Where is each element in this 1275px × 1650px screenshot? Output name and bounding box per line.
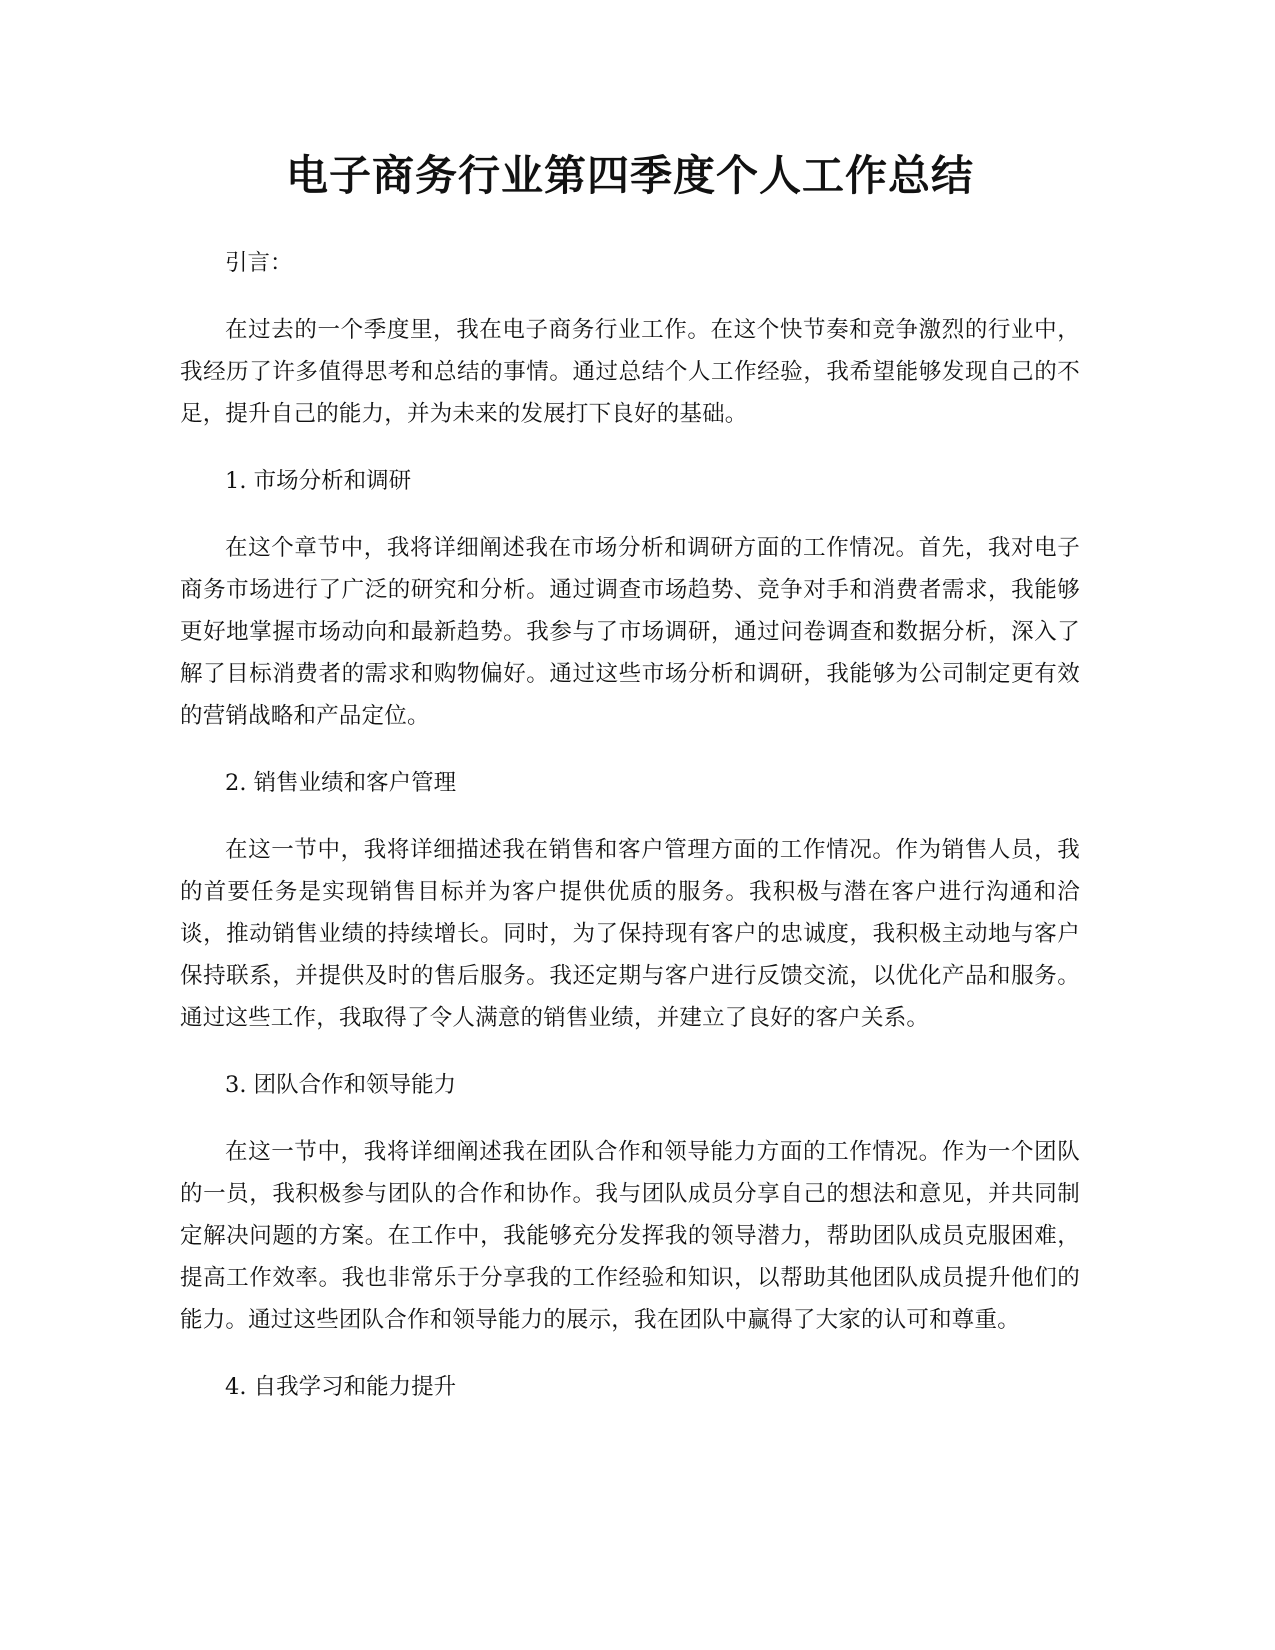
document-title: 电子商务行业第四季度个人工作总结: [285, 151, 974, 200]
section-body-teamwork: 在这一节中，我将详细阐述我在团队合作和领导能力方面的工作情况。作为一个团队的一员，我积极参与团队的合作和协作。我与团队成员分享自己的想法和意见，并共同制定解决问题的方案。在工作中，我能够充分发挥我的领导潜力，帮助团队成员克服困难，提高工作效率。我也非常乐于分享我的工作经验和知识，以帮助其他团队成员提升他们的能力。通过这些团队合作和领导能力的展示，我在团队中赢得了大家的认可和尊重。: [180, 1139, 1080, 1333]
intro-paragraph: 在过去的一个季度里，我在电子商务行业工作。在这个快节奏和竞争激烈的行业中，我经历了许多值得思考和总结的事情。通过总结个人工作经验，我希望能够发现自己的不足，提升自己的能力，并为未来的发展打下良好的基础。: [180, 317, 1080, 427]
section-heading-self-learning: 4. 自我学习和能力提升: [225, 1374, 457, 1400]
section-heading-teamwork: 3. 团队合作和领导能力: [225, 1072, 457, 1098]
intro-label: 引言：: [225, 250, 293, 276]
section-body-market-analysis: 在这个章节中，我将详细阐述我在市场分析和调研方面的工作情况。首先，我对电子商务市场进行了广泛的研究和分析。通过调查市场趋势、竞争对手和消费者需求，我能够更好地掌握市场动向和最新趋势。我参与了市场调研，通过问卷调查和数据分析，深入了解了目标消费者的需求和购物偏好。通过这些市场分析和调研，我能够为公司制定更有效的营销战略和产品定位。: [180, 535, 1080, 729]
section-heading-sales: 2. 销售业绩和客户管理: [225, 770, 457, 796]
section-heading-market-analysis: 1. 市场分析和调研: [225, 468, 412, 494]
section-body-sales: 在这一节中，我将详细描述我在销售和客户管理方面的工作情况。作为销售人员，我的首要任务是实现销售目标并为客户提供优质的服务。我积极与潜在客户进行沟通和洽谈，推动销售业绩的持续增长。同时，为了保持现有客户的忠诚度，我积极主动地与客户保持联系，并提供及时的售后服务。我还定期与客户进行反馈交流，以优化产品和服务。通过这些工作，我取得了令人满意的销售业绩，并建立了良好的客户关系。: [180, 837, 1080, 1031]
document-page: [180, 148, 1080, 1433]
